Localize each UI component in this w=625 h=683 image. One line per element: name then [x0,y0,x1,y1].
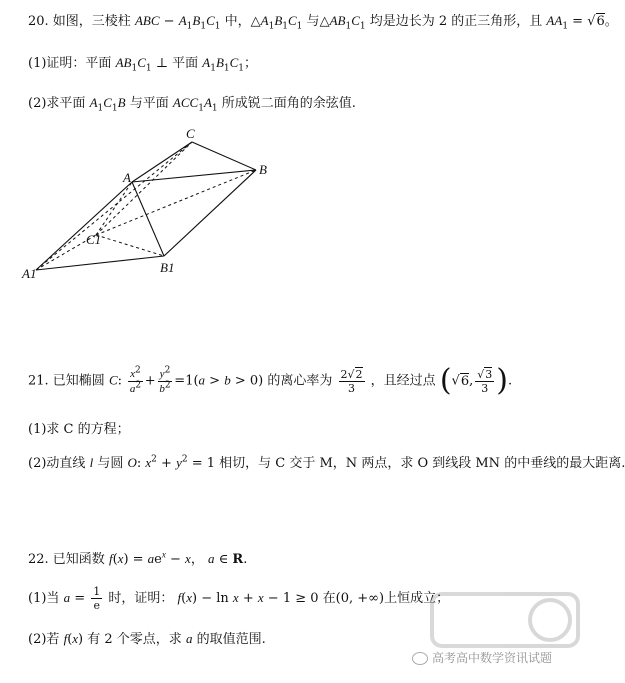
q20-stem: 20. 如图，三棱柱 ABC − $A_1B_1C_1$ 中，$\triangle A_1B_1C_1$ 与$\triangle AB_1C_1$ 均是边长为 2 的正三角形，且 $AA_1 = √6$。 [28,13,618,32]
label-a: A [123,170,131,185]
label-b1: B1 [160,260,175,275]
q21-stem: 21. 已知椭圆 C: $\frac{x^2}{a^2}$ + $\frac{y^2}{b^2}$ =1(a > b > 0) 的离心率为 $\frac{2√2}{3}$ ，且经过点 (√6, $\frac{√3}{3}$ ). [28,363,513,398]
q22-stem: 22. 已知函数 $f(x) = ae^x - x$， a ∈ R. [28,549,248,567]
q21-sub2: (2)动直线 l 与圆 O: $x^2 + y^2 = 1$ 相切，与 C 交于 M，N 两点，求 O 到线段 MN 的中垂线的最大距离. [28,454,625,471]
q20-sub2: (2)求平面 $A_1C_1B$ 与平面 $ACC_1A_1$ 所成锐二面角的余弦值. [28,95,356,114]
wechat-icon [412,652,428,665]
q22-sub1: (1)当 a = $\frac{1}{e}$ 时，证明： f(x) − ln x + x − 1 ≥ 0 在(0, +∞)上恒成立； [28,585,450,612]
watermark-text: 高考高中数学资讯试题 [412,649,552,666]
prism-figure [0,120,300,295]
q21-sub1: (1)求 C 的方程； [28,422,130,437]
q20-sub1: (1)证明：平面 $AB_1C_1$ ⊥ 平面 $A_1B_1C_1$； [28,55,258,74]
q22-sub2: (2)若 f(x) 有 2 个零点，求 a 的取值范围. [28,631,266,647]
label-c1: C1 [86,232,102,247]
label-b: B [259,162,267,177]
watermark-logo [430,590,580,650]
label-c: C [186,126,195,141]
label-a1: A1 [22,266,37,281]
